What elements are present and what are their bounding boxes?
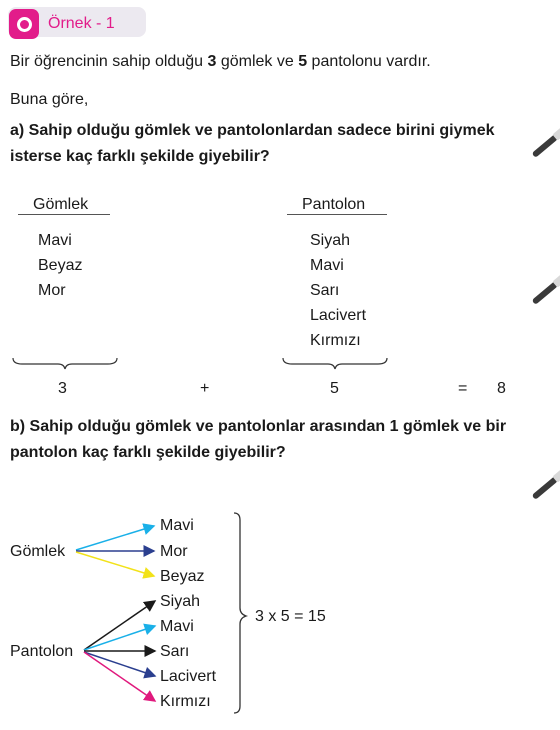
intro-pre: Bir öğrencinin sahip olduğu	[10, 53, 208, 70]
pant-count: 5	[298, 53, 308, 70]
right-value: 5	[330, 380, 339, 397]
gomlek-item: Mavi	[38, 232, 72, 249]
tree-gomlek-item: Mavi	[160, 517, 194, 534]
tree-pantolon-item: Lacivert	[160, 668, 217, 685]
arrow-gomlek-beyaz	[76, 552, 154, 576]
tree-pantolon-item: Siyah	[160, 593, 201, 610]
tree-pantolon-item: Sarı	[160, 643, 190, 660]
tree-result: 3 x 5 = 15	[255, 608, 326, 625]
intro-post: pantolonu vardır.	[307, 53, 431, 70]
pantolon-header: Pantolon	[302, 196, 366, 213]
gomlek-item: Mor	[38, 282, 66, 299]
pantolon-item: Lacivert	[310, 307, 367, 324]
arrow-pantolon-kirmizi	[84, 652, 155, 701]
arrow-gomlek-mavi	[76, 526, 154, 550]
equals-sign: =	[458, 380, 468, 397]
tree-pantolon-item: Mavi	[160, 618, 194, 635]
tree-pantolon-label: Pantolon	[10, 643, 74, 660]
question-a-line2: isterse kaç farklı şekilde giyebilir?	[10, 148, 270, 165]
shirt-count: 3	[207, 53, 217, 70]
question-b-line2: pantolon kaç farklı şekilde giyebilir?	[10, 444, 286, 461]
pantolon-item: Sarı	[310, 282, 340, 299]
plus-sign: +	[200, 380, 210, 397]
sum-result: 8	[497, 380, 506, 397]
left-value: 3	[58, 380, 67, 397]
right-brace	[234, 513, 246, 713]
question-b-line1: b) Sahip olduğu gömlek ve pantolonlar arasından 1 gömlek ve bir	[10, 418, 507, 435]
example-title: Örnek - 1	[48, 15, 115, 32]
arrow-pantolon-mavi	[84, 626, 155, 650]
question-a-line1: a) Sahip olduğu gömlek ve pantolonlardan sadece birini giymek	[10, 122, 495, 139]
tree-gomlek-label: Gömlek	[10, 543, 66, 560]
tree-pantolon-item: Kırmızı	[160, 693, 211, 710]
tree-gomlek-item: Beyaz	[160, 568, 205, 585]
buna-gore: Buna göre,	[10, 91, 89, 108]
pantolon-item: Kırmızı	[310, 332, 361, 349]
pantolon-item: Siyah	[310, 232, 351, 249]
tree-gomlek-item: Mor	[160, 543, 188, 560]
pantolon-item: Mavi	[310, 257, 344, 274]
arrow-pantolon-lacivert	[84, 652, 155, 676]
gomlek-header: Gömlek	[33, 196, 89, 213]
arrow-pantolon-siyah	[84, 601, 155, 650]
gomlek-item: Beyaz	[38, 257, 83, 274]
intro-mid: gömlek ve	[216, 53, 299, 70]
